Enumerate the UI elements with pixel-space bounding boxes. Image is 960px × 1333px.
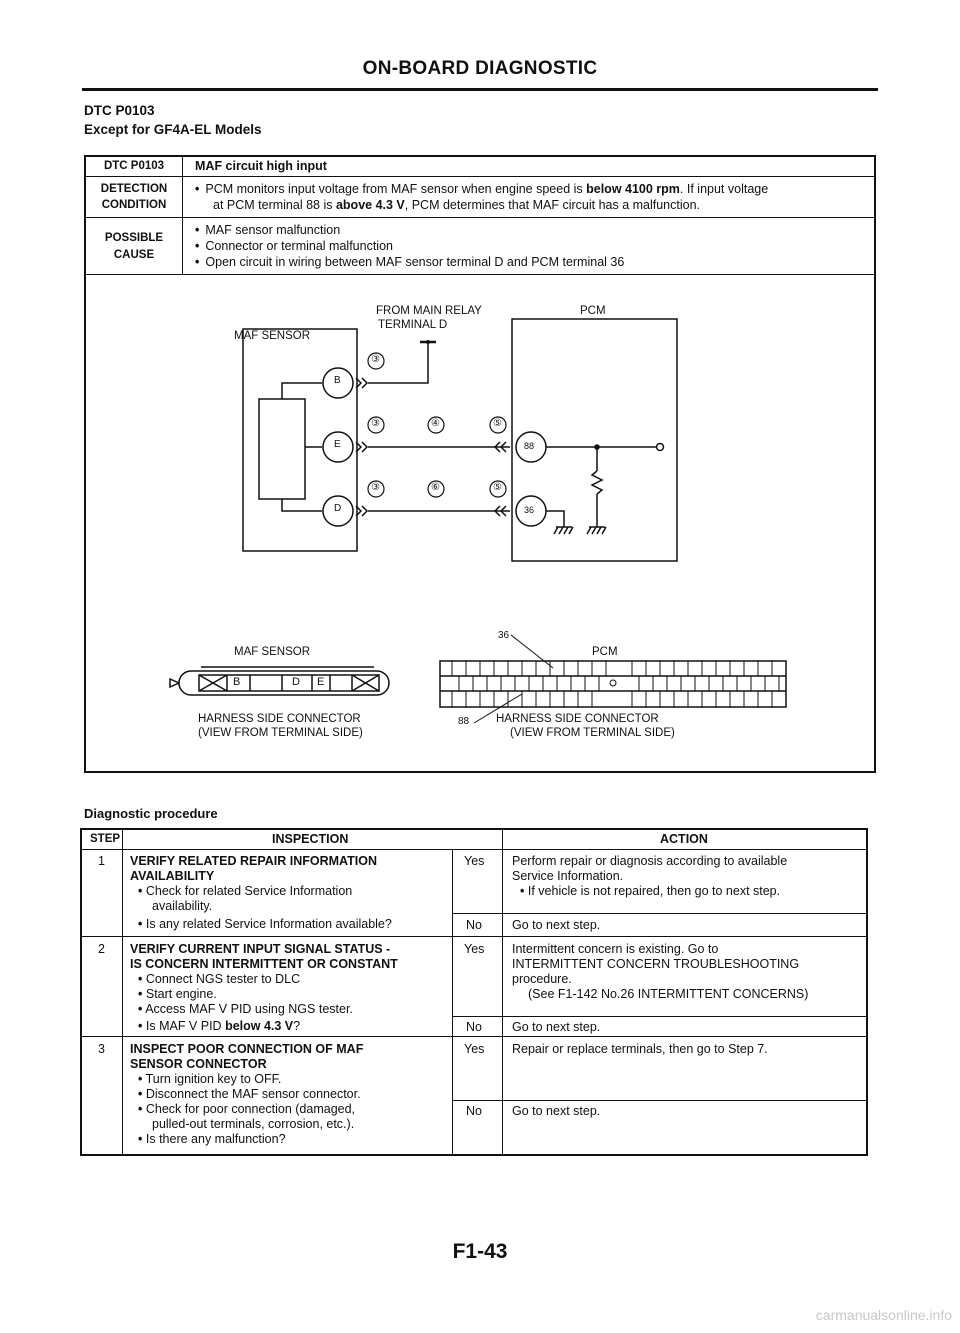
step-2-title-1: VERIFY CURRENT INPUT SIGNAL STATUS - xyxy=(130,942,391,956)
step-2-no: No xyxy=(466,1020,482,1034)
dtc-code-line: DTC P0103 xyxy=(84,103,155,118)
step-3-title-1: INSPECT POOR CONNECTION OF MAF xyxy=(130,1042,364,1056)
detection-voltage: above 4.3 V xyxy=(335,198,405,212)
row-rule xyxy=(452,1016,868,1017)
circuit-5-label: ⑤ xyxy=(493,482,502,493)
maf-connector-title: MAF SENSOR xyxy=(234,646,311,658)
step-2-yes-action-3: procedure. xyxy=(512,972,572,986)
detection-label-line1: DETECTION xyxy=(100,183,168,195)
col-rule xyxy=(452,850,453,1156)
step-3-no-action: Go to next step. xyxy=(512,1104,601,1118)
maf-harness-label-2: (VIEW FROM TERMINAL SIDE) xyxy=(198,727,363,739)
step-2-yes-action-1: Intermittent concern is existing. Go to xyxy=(512,942,719,956)
dtc-model-line: Except for GF4A-EL Models xyxy=(84,122,262,137)
procedure-title: Diagnostic procedure xyxy=(84,806,218,821)
step-3-number: 3 xyxy=(98,1042,105,1056)
detection-label-line2: CONDITION xyxy=(101,199,167,211)
step-3-inspection: INSPECT POOR CONNECTION OF MAF SENSOR CONNECTOR • Turn ignition key to OFF. • Disconnect the MAF sensor connector. • Check for poor connection (damaged, pulled-out terminals, corrosion, etc.). • Is there any malfunction? xyxy=(130,1042,364,1146)
step-1-no: No xyxy=(466,918,482,932)
step-2-no-action: Go to next step. xyxy=(512,1020,601,1034)
circuit-6-label: ⑥ xyxy=(431,482,440,493)
step-3-bullet: Disconnect the MAF sensor connector. xyxy=(145,1087,361,1101)
step-3-bullet: Check for poor connection (damaged, xyxy=(145,1102,356,1116)
cause-item: Open circuit in wiring between MAF sensor terminal D and PCM terminal 36 xyxy=(205,255,625,269)
pcm-harness-label-1: HARNESS SIDE CONNECTOR xyxy=(496,713,659,725)
row-rule xyxy=(82,849,868,850)
connector-b: B xyxy=(233,676,241,688)
circuit-4-label: ④ xyxy=(431,418,440,429)
step-3-no: No xyxy=(466,1104,482,1118)
step-1-bullet-cont: availability. xyxy=(152,899,213,913)
terminal-e-label: E xyxy=(334,439,341,450)
connector-e: E xyxy=(317,676,325,688)
step-3-bullet: Turn ignition key to OFF. xyxy=(145,1072,282,1086)
procedure-table xyxy=(80,828,868,1156)
page-title: ON-BOARD DIAGNOSTIC xyxy=(362,58,598,79)
step-2-number: 2 xyxy=(98,942,105,956)
step-1-bullet: Check for related Service Information xyxy=(145,884,353,898)
pcm-pin-88-label: 88 xyxy=(524,441,535,451)
step-1-title-1: VERIFY RELATED REPAIR INFORMATION xyxy=(130,854,377,868)
pcm-conn-88: 88 xyxy=(458,716,470,727)
step-3-yes-action: Repair or replace terminals, then go to Step 7. xyxy=(512,1042,768,1056)
main-relay-label-2: TERMINAL D xyxy=(378,319,448,331)
cause-label-line2: CAUSE xyxy=(113,249,155,261)
pcm-harness-label-2: (VIEW FROM TERMINAL SIDE) xyxy=(510,727,675,739)
step-1-yes-action-2: Service Information. xyxy=(512,869,624,883)
step-1-bullet: Is any related Service Information available? xyxy=(145,917,392,931)
watermark: carmanualsonline.info xyxy=(815,1307,952,1323)
wiring-diagram-graphic xyxy=(86,275,874,771)
page-number: F1-43 xyxy=(452,1240,508,1263)
step-2-bullet: Start engine. xyxy=(145,987,217,1001)
cause-list: • MAF sensor malfunction • Connector or terminal malfunction • Open circuit in wiring between MAF sensor terminal D and PCM terminal 36 xyxy=(195,223,625,269)
cause-item: MAF sensor malfunction xyxy=(205,223,341,237)
step-1-yes-action-3: If vehicle is not repaired, then go to next step. xyxy=(527,884,781,898)
step-1-inspection: VERIFY RELATED REPAIR INFORMATION AVAILABILITY • Check for related Service Information availability. • Is any related Service Information available? xyxy=(130,854,392,931)
step-3-bullet-cont: pulled-out terminals, corrosion, etc.). xyxy=(152,1117,355,1131)
step-1-yes: Yes xyxy=(464,854,485,868)
header-action: ACTION xyxy=(660,832,708,846)
detection-rpm: below 4100 rpm xyxy=(586,182,680,196)
step-1-yes-action-1: Perform repair or diagnosis according to available xyxy=(512,854,788,868)
step-2-bullet: Connect NGS tester to DLC xyxy=(145,972,301,986)
pcm-pin-36-label: 36 xyxy=(524,505,535,515)
step-1-yes-action: Perform repair or diagnosis according to available Service Information. • If vehicle is not repaired, then go to next step. xyxy=(512,854,788,898)
maf-sensor-label: MAF SENSOR xyxy=(234,330,311,342)
row-rule xyxy=(452,913,868,914)
col-rule xyxy=(502,830,503,1156)
pcm-label: PCM xyxy=(580,305,606,317)
main-relay-label-1: FROM MAIN RELAY xyxy=(376,305,482,317)
step-2-inspection: VERIFY CURRENT INPUT SIGNAL STATUS - IS CONCERN INTERMITTENT OR CONSTANT • Connect NGS tester to DLC • Start engine. • Access MAF V PID using NGS tester. • Is MAF V PID below 4.3 V? xyxy=(130,942,398,1033)
cause-label xyxy=(86,218,183,274)
detection-text-d: , PCM determines that MAF circuit has a malfunction. xyxy=(404,198,701,212)
circuit-3-label: ③ xyxy=(371,354,380,365)
step-2-title-2: IS CONCERN INTERMITTENT OR CONSTANT xyxy=(130,957,398,971)
step-2-yes-action xyxy=(512,942,808,1002)
step-2-bullet: Access MAF V PID using NGS tester. xyxy=(145,1002,353,1016)
cause-item: Connector or terminal malfunction xyxy=(205,239,393,253)
step-2-bullet: Is MAF V PID xyxy=(145,1019,226,1033)
header-rule xyxy=(82,88,878,91)
cause-label-line1: POSSIBLE xyxy=(104,232,164,244)
step-1-title-2: AVAILABILITY xyxy=(130,869,215,883)
header-step: STEP xyxy=(90,833,121,845)
circuit-3-label: ③ xyxy=(371,482,380,493)
terminal-d-label: D xyxy=(334,503,342,514)
detection-text-b: . If input voltage xyxy=(679,182,769,196)
circuit-3-label: ③ xyxy=(371,418,380,429)
summary-code: DTC P0103 xyxy=(86,157,183,176)
row-rule xyxy=(82,936,868,937)
wiring-diagram xyxy=(86,275,874,771)
detection-text-a: PCM monitors input voltage from MAF sensor when engine speed is xyxy=(205,182,587,196)
maf-sensor-element xyxy=(259,399,305,499)
dtc-summary-table xyxy=(84,155,876,773)
summary-row-detection xyxy=(86,177,874,218)
summary-row-code xyxy=(86,157,874,177)
detection-label xyxy=(86,177,183,217)
step-2-yes: Yes xyxy=(464,942,485,956)
row-rule xyxy=(452,1100,868,1101)
maf-harness-label-1: HARNESS SIDE CONNECTOR xyxy=(198,713,361,725)
detection-text-c: at PCM terminal 88 is xyxy=(213,198,336,212)
connector-d: D xyxy=(292,676,300,688)
step-2-yes-action-2: INTERMITTENT CONCERN TROUBLESHOOTING xyxy=(512,957,800,971)
pcm-conn-36: 36 xyxy=(498,630,510,641)
pcm-connector-title: PCM xyxy=(592,646,618,658)
col-rule xyxy=(122,830,123,1156)
step-3-yes: Yes xyxy=(464,1042,485,1056)
step-3-bullet: Is there any malfunction? xyxy=(145,1132,286,1146)
detection-text: • PCM monitors input voltage from MAF sensor when engine speed is below 4100 rpm. If input voltage at PCM terminal 88 is above 4.3 V, PCM determines that MAF circuit has a malfunction. xyxy=(195,182,769,212)
step-3-title-2: SENSOR CONNECTOR xyxy=(130,1057,267,1071)
step-2-bullet-end: ? xyxy=(293,1019,301,1033)
header-inspection: INSPECTION xyxy=(272,832,349,846)
summary-row-cause xyxy=(86,218,874,275)
terminal-b-label: B xyxy=(334,375,341,386)
dtc-heading xyxy=(84,101,262,139)
step-1-no-action: Go to next step. xyxy=(512,918,601,932)
step-2-threshold: below 4.3 V xyxy=(225,1019,294,1033)
circuit-5-label: ⑤ xyxy=(493,418,502,429)
step-2-yes-action-4: (See F1-142 No.26 INTERMITTENT CONCERNS) xyxy=(528,987,809,1001)
row-rule xyxy=(82,1036,868,1037)
step-1-number: 1 xyxy=(98,854,105,868)
summary-description: MAF circuit high input xyxy=(195,159,327,173)
